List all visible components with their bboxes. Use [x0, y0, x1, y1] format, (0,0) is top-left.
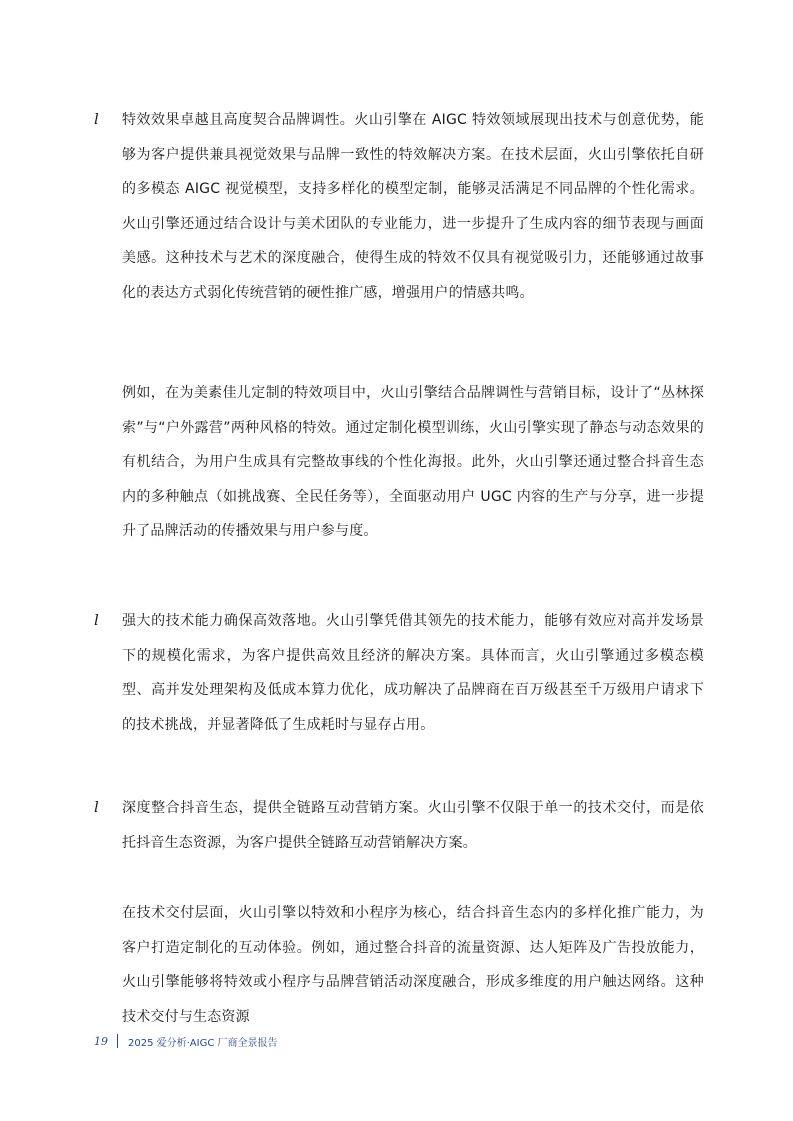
bullet-paragraph-douyin-ecosystem: 深度整合抖音生态，提供全链路互动营销方案。火山引擎不仅限于单一的技术交付，而是依托抖音生态资源，为客户提供全链路互动营销解决方案。	[122, 800, 704, 851]
page-footer	[94, 1032, 278, 1050]
paragraph-tech-delivery: 在技术交付层面，火山引擎以特效和小程序为核心，结合抖音生态内的多样化推广能力，为客户打造定制化的互动体验。例如，通过整合抖音的流量资源、达人矩阵及广告投放能力，火山引擎能够将特效或小程序与品牌营销活动深度融合，形成多维度的用户触达网络。这种技术交付与生态资源	[122, 905, 704, 1025]
footer-divider	[117, 1034, 118, 1048]
bullet-paragraph-effects: 特效效果卓越且高度契合品牌调性。火山引擎在 AIGC 特效领域展现出技术与创意优势，能够为客户提供兼具视觉效果与品牌一致性的特效解决方案。在技术层面，火山引擎依托自研的多模态 AIGC 视觉模型，支持多样化的模型定制，能够灵活满足不同品牌的个性化需求。火山引擎还通过结合设计与美术团队的专业能力，进一步提升了生成内容的细节表现与画面美感。这种技术与艺术的深度融合，使得生成的特效不仅具有视觉吸引力，还能够通过故事化的表达方式弱化传统营销的硬性推广感，增强用户的情感共鸣。	[122, 112, 704, 301]
bullet-paragraph-tech-capability: 强大的技术能力确保高效落地。火山引擎凭借其领先的技术能力，能够有效应对高并发场景下的规模化需求，为客户提供高效且经济的解决方案。具体而言，火山引擎通过多模态模型、高并发处理架构及低成本算力优化，成功解决了品牌商在百万级甚至千万级用户请求下的技术挑战，并显著降低了生成耗时与显存占用。	[122, 613, 704, 733]
page-number: 19	[94, 1034, 108, 1048]
bullet-marker: l	[94, 110, 99, 128]
example-paragraph-meisujiaer: 例如，在为美素佳儿定制的特效项目中，火山引擎结合品牌调性与营销目标，设计了“丛林探索”与“户外露营”两种风格的特效。通过定制化模型训练，火山引擎实现了静态与动态效果的有机结合，为用户生成具有完整故事线的个性化海报。此外，火山引擎还通过整合抖音生态内的多种触点（如挑战赛、全民任务等），全面驱动用户 UGC 内容的生产与分享，进一步提升了品牌活动的传播效果与用户参与度。	[122, 385, 704, 539]
report-title: 2025 爱分析·AIGC 厂商全景报告	[128, 1037, 278, 1049]
bullet-marker: l	[94, 611, 99, 629]
bullet-marker: l	[94, 798, 99, 816]
